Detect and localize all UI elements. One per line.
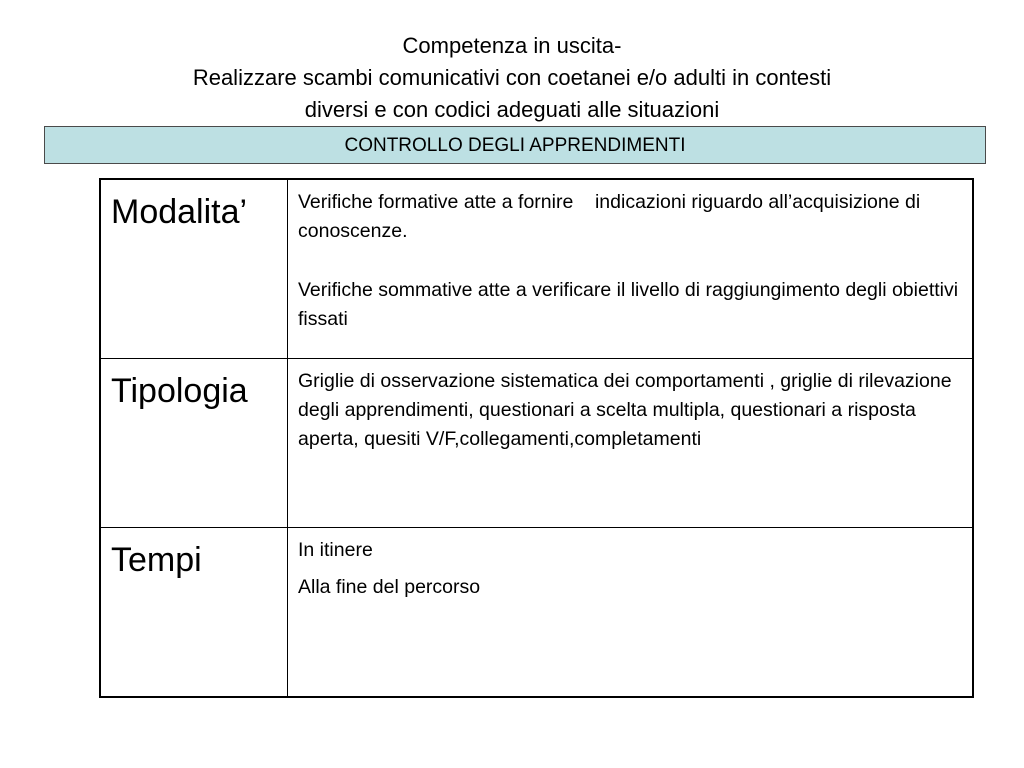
title-line-1: Competenza in uscita- [402, 33, 622, 58]
tempi-paragraph-1: In itinere [298, 539, 373, 561]
title-line-3: diversi e con codici adeguati alle situazioni [304, 97, 720, 122]
table-row-modalita [100, 179, 973, 359]
row-content-cell [288, 528, 974, 698]
tempi-paragraph-2: Alla fine del percorso [298, 576, 481, 598]
row-content-cell [288, 359, 974, 528]
title-line-2: Realizzare scambi comunicativi con coetanei e/o adulti in contesti [192, 65, 832, 90]
tipologia-paragraph: Griglie di osservazione sistematica dei comportamenti , griglie di rilevazione degli apprendimenti, questionari a scelta multipla, questionari a risposta aperta, quesiti V/F,collegamenti,completamenti [298, 370, 952, 450]
row-label-cell [100, 179, 288, 359]
table-row-tipologia [100, 359, 973, 528]
row-label-tipologia: Tipologia [111, 372, 248, 410]
row-label-modalita: Modalita’ [111, 193, 248, 231]
row-label-cell [100, 359, 288, 528]
section-banner: CONTROLLO DEGLI APPRENDIMENTI [44, 126, 986, 164]
modalita-paragraph-1: Verifiche formative atte a fornire indicazioni riguardo all’acquisizione di conoscenze. [298, 191, 926, 242]
modalita-paragraph-2: Verifiche sommative atte a verificare il livello di raggiungimento degli obiettivi fissati [298, 279, 959, 330]
row-label-cell [100, 528, 288, 698]
table-row-tempi [100, 528, 973, 698]
slide-title [0, 30, 1024, 126]
assessment-table [99, 178, 974, 698]
row-content-cell [288, 179, 974, 359]
row-label-tempi: Tempi [111, 541, 202, 579]
